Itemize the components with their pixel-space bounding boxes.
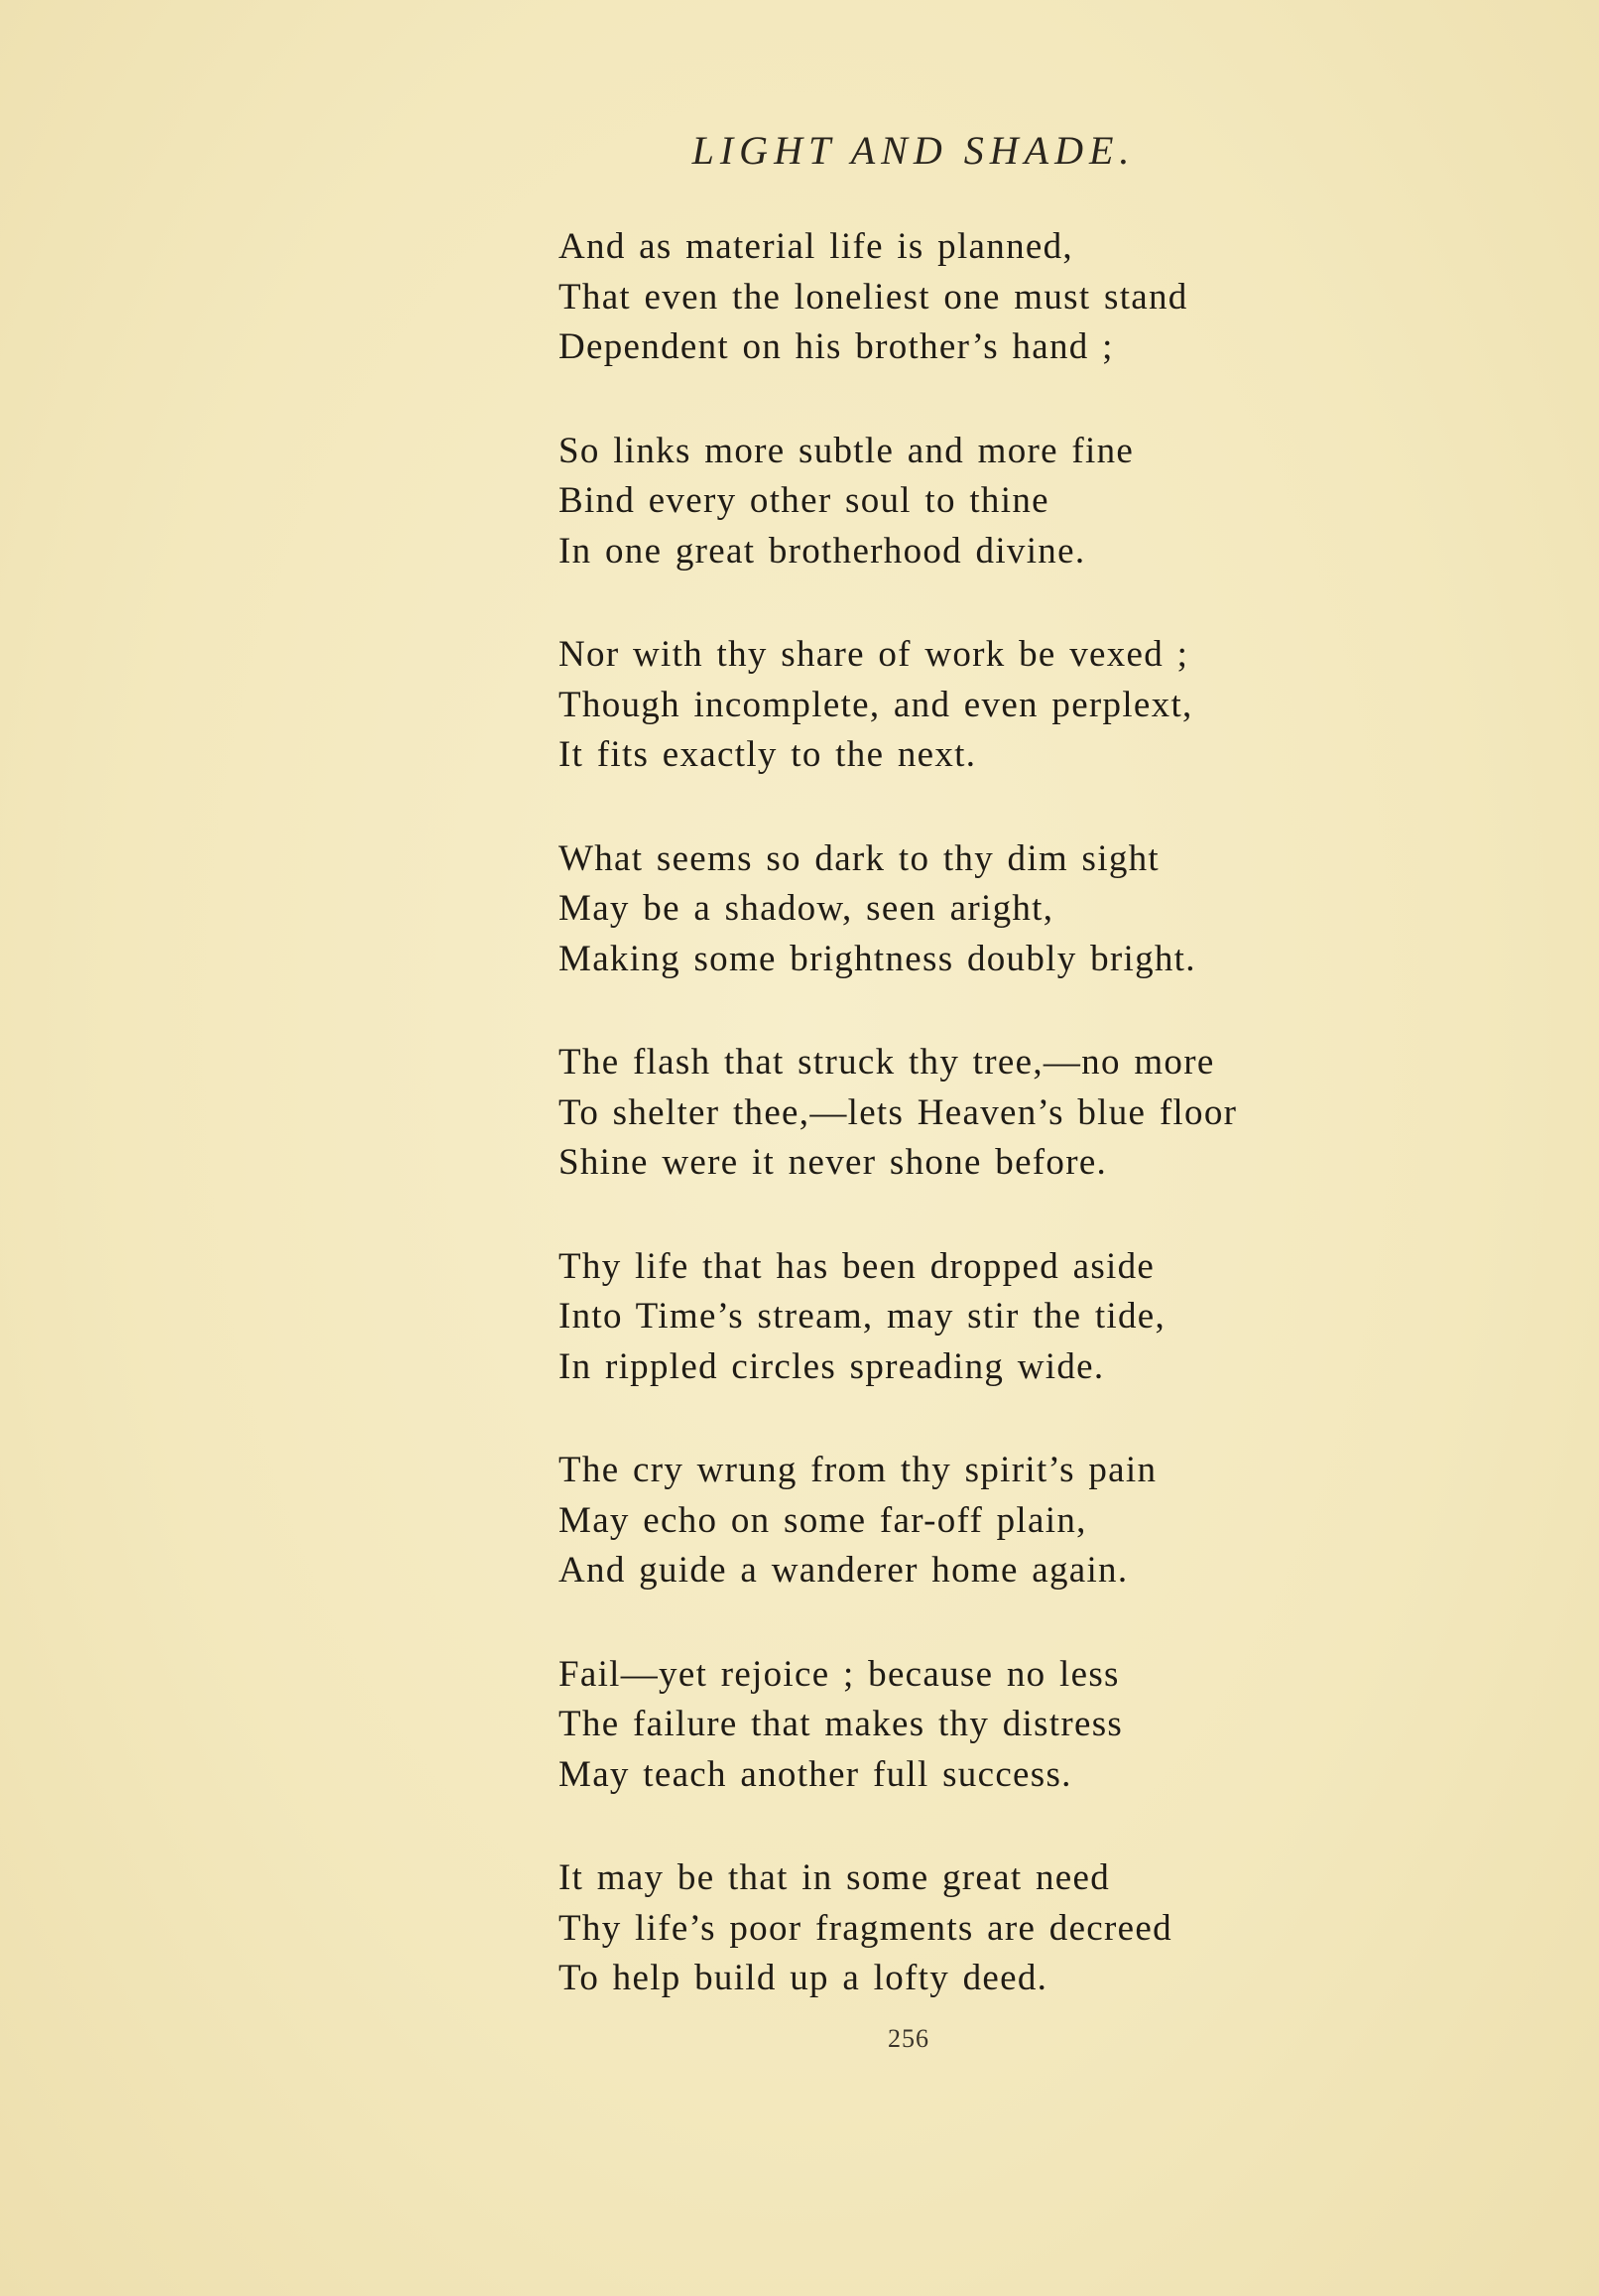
poem-line: Into Time’s stream, may stir the tide, <box>558 1296 1167 1337</box>
poem-line: It may be that in some great need <box>558 1857 1111 1898</box>
stanza <box>558 1242 1550 1393</box>
poem-line: The flash that struck thy tree,—no more <box>558 1042 1215 1083</box>
poem-line: Though incomplete, and even perplext, <box>558 684 1193 725</box>
poem-line: Fail—yet rejoice ; because no less <box>558 1653 1120 1695</box>
poem-line: In one great brotherhood divine. <box>558 530 1086 572</box>
poem-line: So links more subtle and more fine <box>558 430 1135 471</box>
poem-line: The failure that makes thy distress <box>558 1704 1124 1744</box>
stanza <box>558 1038 1550 1189</box>
poem-line: What seems so dark to thy dim sight <box>558 837 1161 879</box>
poem-line: That even the loneliest one must stand <box>558 276 1188 318</box>
stanza <box>558 630 1550 781</box>
running-head: LIGHT AND SHADE. <box>691 128 1136 173</box>
page-number: 256 <box>888 2024 929 2053</box>
poem-line: May echo on some far-off plain, <box>558 1499 1087 1541</box>
poem-line: Thy life that has been dropped aside <box>558 1245 1156 1287</box>
poem-line: Nor with thy share of work be vexed ; <box>558 634 1189 675</box>
poem-line: Thy life’s poor fragments are decreed <box>558 1907 1172 1949</box>
poem-line: Making some brightness doubly bright. <box>558 938 1196 979</box>
poem-line: Shine were it never shone before. <box>558 1142 1108 1183</box>
poem-line: And as material life is planned, <box>558 226 1073 267</box>
poem-line: It fits exactly to the next. <box>558 734 977 775</box>
stanza <box>558 1650 1550 1801</box>
stanza <box>558 427 1550 577</box>
poem-line: And guide a wanderer home again. <box>558 1550 1129 1591</box>
poem-line: May teach another full success. <box>558 1753 1072 1795</box>
poem-line: To shelter thee,—lets Heaven’s blue floor <box>558 1091 1238 1133</box>
poem-line: To help build up a lofty deed. <box>558 1958 1048 1998</box>
poem-line: Dependent on his brother’s hand ; <box>558 326 1114 367</box>
poem-line: In rippled circles spreading wide. <box>558 1345 1105 1387</box>
stanza <box>558 222 1550 373</box>
stanza <box>558 1446 1550 1596</box>
poem <box>558 222 1550 2058</box>
stanza <box>558 834 1550 985</box>
stanza <box>558 1853 1550 2004</box>
poem-line: The cry wrung from thy spirit’s pain <box>558 1450 1158 1490</box>
poem-line: May be a shadow, seen aright, <box>558 888 1054 929</box>
poem-line: Bind every other soul to thine <box>558 480 1049 521</box>
